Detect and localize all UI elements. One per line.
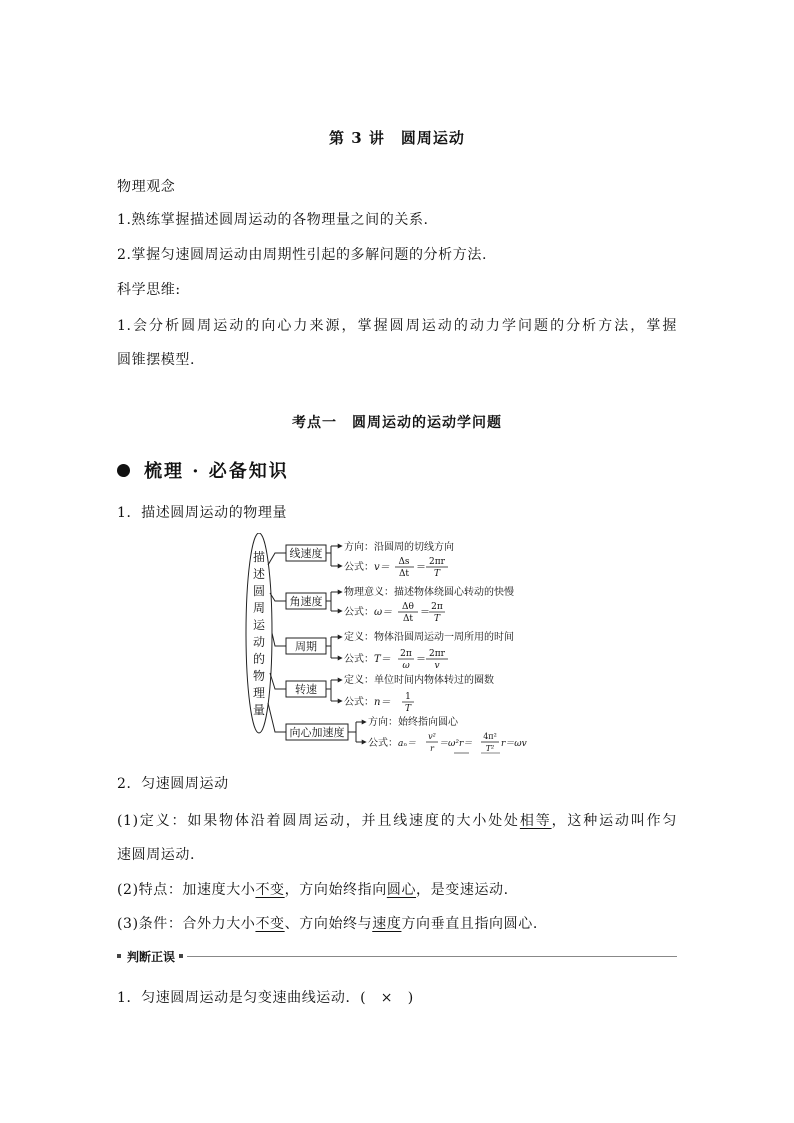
ang-meaning-value: 描述物体绕圆心转动的快慢	[394, 587, 514, 598]
judge-question-1: 1．匀速圆周运动是匀变速曲线运动．( × )	[117, 990, 414, 1006]
vel-dir-label: 方向：	[344, 542, 374, 553]
ang-meaning-label: 物理意义：	[344, 587, 394, 598]
cond-text-b: 、方向始终与	[284, 916, 373, 932]
acc-4pi2: 4π²	[483, 732, 497, 741]
spd-T: T	[404, 704, 412, 714]
acc-dir-label: 方向：	[368, 717, 398, 728]
square-bullet-icon	[179, 954, 183, 958]
spd-one: 1	[405, 692, 411, 702]
thinking-item-line2: 圆锥摆模型.	[117, 352, 196, 368]
svg-text:定义：单位时间内物体转过的圈数	[344, 673, 494, 686]
ang-formula-label: 公式：	[344, 607, 374, 618]
section-title: 考点一 圆周运动的运动学问题	[292, 415, 502, 431]
point1-title: 1．描述圆周运动的物理量	[117, 505, 288, 521]
feat-underline-unchanged: 不变	[255, 882, 285, 898]
label-angular: 角速度	[289, 595, 323, 608]
label-accel: 向心加速度	[289, 726, 345, 739]
feat-text-b: ，方向始终指向	[284, 882, 387, 898]
cond-text-a: (3)条件：合外力大小	[117, 916, 256, 932]
spd-def-label: 定义：	[344, 675, 374, 686]
per-eq: ＝	[416, 654, 426, 665]
acc-an-eq: aₙ＝	[398, 739, 417, 749]
concept-map-diagram	[240, 533, 540, 758]
point2-condition	[117, 914, 538, 934]
root-char-1: 述	[252, 567, 266, 581]
ang-2pi: 2π	[431, 602, 443, 612]
feat-underline-center: 圆心	[386, 882, 417, 898]
feat-text-a: (2)特点：加速度大小	[117, 882, 256, 898]
root-char-9: 量	[252, 703, 266, 717]
spd-formula-label: 公式：	[344, 697, 374, 708]
subsection-title-text: 梳理 · 必备知识	[144, 461, 289, 482]
vel-formula-label: 公式：	[344, 562, 374, 573]
vel-dir-value: 沿圆周的切线方向	[374, 542, 454, 553]
concept-item-1: 1.熟练掌握描述圆周运动的各物理量之间的关系.	[117, 212, 429, 228]
feat-text-c: ，是变速运动.	[416, 882, 509, 898]
per-2pi: 2π	[400, 649, 412, 659]
ang-dt: Δt	[402, 614, 414, 624]
svg-text:方向：沿圆周的切线方向	[344, 540, 454, 553]
per-def-value: 物体沿圆周运动一周所用的时间	[374, 632, 514, 643]
spd-n-eq: n＝	[374, 697, 391, 708]
vel-2pir: 2πr	[429, 557, 445, 567]
point2-def-line1	[117, 810, 677, 830]
ang-dtheta: Δθ	[402, 602, 414, 612]
svg-text:定义：物体沿圆周运动一周所用的时间	[344, 630, 514, 643]
svg-text:公式：ω＝	[344, 605, 392, 618]
acc-formula-label: 公式：	[368, 738, 398, 749]
cond-underline-velocity: 速度	[372, 916, 402, 932]
bullet-dot-icon	[117, 464, 130, 477]
acc-dir-value: 始终指向圆心	[398, 717, 458, 728]
per-2pir: 2πr	[429, 649, 445, 659]
vel-dt: Δt	[398, 569, 410, 579]
label-period: 周期	[295, 640, 317, 653]
ang-T: T	[433, 614, 441, 624]
def-text-a: (1)定义：如果物体沿着圆周运动，并且线速度的大小处处	[117, 813, 520, 829]
acc-r: r	[430, 744, 434, 753]
label-speed: 转速	[295, 683, 317, 696]
def-underline-equal: 相等	[519, 813, 552, 829]
svg-text:物理意义：描述物体绕圆心转动的快慢	[344, 585, 514, 598]
cond-underline-unchanged: 不变	[255, 916, 285, 932]
label-velocity: 线速度	[289, 547, 323, 560]
root-char-0: 描	[252, 550, 266, 564]
spd-def-value: 单位时间内物体转过的圈数	[374, 675, 494, 686]
root-char-7: 物	[252, 669, 266, 683]
vel-eq: ＝	[416, 562, 426, 573]
subsection-title	[117, 457, 289, 483]
root-char-8: 理	[252, 686, 266, 700]
point2-feature	[117, 880, 509, 900]
judge-divider	[117, 947, 677, 965]
vel-v-eq: v＝	[374, 562, 390, 573]
svg-text:方向：始终指向圆心	[368, 715, 459, 728]
root-char-4: 运	[252, 618, 266, 632]
point2-def-line2: 速圆周运动.	[117, 847, 196, 863]
square-bullet-icon	[117, 954, 121, 958]
per-def-label: 定义：	[344, 632, 374, 643]
root-char-2: 圆	[252, 584, 266, 598]
svg-text:公式：T＝	[344, 652, 391, 665]
svg-text:公式：v＝	[344, 560, 390, 573]
thinking-item-line1: 1.会分析圆周运动的向心力来源，掌握圆周运动的动力学问题的分析方法，掌握	[117, 318, 677, 334]
cond-text-c: 方向垂直且指向圆心.	[401, 916, 538, 932]
root-char-3: 周	[252, 601, 266, 615]
vel-T: T	[433, 569, 441, 579]
science-thinking-heading: 科学思维:	[117, 282, 181, 298]
judge-label: 判断正误	[127, 949, 176, 964]
concept-item-2: 2.掌握匀速圆周运动由周期性引起的多解问题的分析方法.	[117, 247, 488, 263]
svg-text:公式：n＝	[344, 695, 390, 708]
per-w: ω	[402, 661, 410, 671]
acc-mid: ＝ω²r＝	[439, 739, 473, 749]
acc-v2: v²	[428, 732, 436, 741]
acc-tail: r＝ωv	[501, 739, 527, 749]
root-char-5: 动	[252, 635, 266, 649]
divider-line	[187, 956, 677, 957]
ang-w-eq: ω＝	[374, 607, 393, 618]
acc-T2: T²	[485, 744, 495, 753]
root-char-6: 的	[252, 652, 266, 666]
svg-text:公式：aₙ＝	[368, 736, 416, 749]
page-title: 第 3 讲 圆周运动	[329, 129, 465, 147]
point2-title: 2．匀速圆周运动	[117, 776, 229, 792]
per-formula-label: 公式：	[344, 654, 374, 665]
per-T-eq: T＝	[374, 654, 391, 665]
def-text-b: ，这种运动叫作匀	[551, 813, 677, 829]
ang-eq: ＝	[420, 607, 430, 618]
per-v: v	[434, 661, 440, 671]
vel-ds: Δs	[398, 557, 410, 567]
physics-concept-heading: 物理观念	[117, 179, 176, 195]
